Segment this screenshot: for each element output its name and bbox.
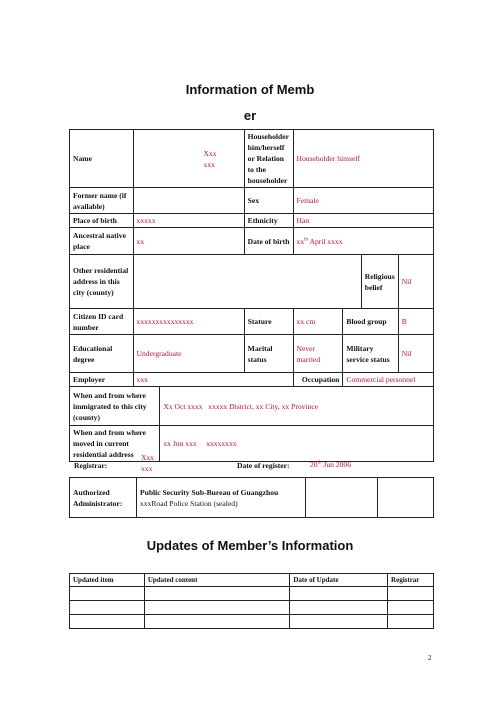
administrator-line2: xxxRoad Police Station (sealed) (139, 498, 238, 508)
table-cell (70, 615, 145, 629)
updates-table (69, 573, 434, 629)
register-date-value (310, 459, 351, 470)
page-number: 2 (428, 654, 432, 662)
sex-label: Sex (244, 188, 293, 214)
date-of-birth-value (293, 228, 433, 255)
blood-group-value: B (398, 309, 433, 335)
marital-status-value: Never married (293, 335, 343, 373)
administrator-empty-cell (378, 478, 434, 518)
table-cell (388, 615, 434, 629)
former-name-value (133, 188, 244, 214)
sex-value: Female (293, 188, 433, 214)
table-cell (144, 601, 290, 615)
employer-label: Employer (70, 373, 134, 387)
dob-day: xx (296, 236, 305, 246)
immigrated-date: Xx Oct xxxx (163, 401, 203, 411)
religious-belief-value: Nil (398, 255, 433, 309)
updates-header-item: Updated item (70, 574, 145, 587)
updates-header-content: Updated content (144, 574, 290, 587)
table-cell (70, 601, 145, 615)
immigrated-value (160, 387, 434, 426)
moved-in-date: xx Jun xxx (163, 439, 197, 448)
religious-belief-label: Religious belief (361, 255, 398, 309)
updates-header-registrar: Registrar (388, 574, 434, 587)
place-of-birth-value: xxxxx (133, 214, 244, 228)
relation-label: Householder him/herself or Relation to the householder (244, 130, 293, 188)
member-info-table (69, 129, 434, 462)
administrator-line1: Public Security Sub-Bureau of Guangzhou (139, 487, 279, 497)
education-label: Educational degree (70, 335, 134, 373)
military-status-value: Nil (398, 335, 433, 373)
administrator-table (69, 477, 434, 518)
ancestral-place-label: Ancestral native place (70, 228, 134, 255)
occupation-value: Commercial personnel (343, 373, 434, 387)
former-name-label: Former name (if available) (70, 188, 134, 214)
education-value: Undergraduate (133, 335, 244, 373)
citizen-id-value: xxxxxxxxxxxxxxx (133, 309, 244, 335)
updates-heading: Updates of Member’s Information (146, 538, 354, 553)
name-label: Name (70, 130, 134, 188)
moved-in-place: xxxxxxxx (206, 439, 237, 448)
place-of-birth-label: Place of birth (70, 214, 134, 228)
ethnicity-label: Ethnicity (244, 214, 293, 228)
administrator-value (136, 478, 305, 518)
register-date-rest: Jun 2006 (321, 460, 352, 469)
military-status-label: Military service status (343, 335, 398, 373)
table-cell (144, 615, 290, 629)
other-address-label: Other residential address in this city (county) (70, 255, 134, 309)
table-cell (70, 587, 145, 601)
register-date-day: 20 (310, 460, 318, 469)
page-title: Information of Memb (185, 82, 315, 97)
updates-header-date: Date of Update (290, 574, 388, 587)
table-cell (290, 601, 388, 615)
register-date-suffix: th (317, 460, 322, 466)
administrator-empty-cell (306, 478, 378, 518)
table-cell (388, 601, 434, 615)
name-value-line1: Xxx (203, 148, 217, 158)
table-row (70, 615, 434, 629)
table-cell (144, 587, 290, 601)
employer-value: xxx (133, 373, 293, 387)
table-row (70, 601, 434, 615)
stature-value: xx cm (293, 309, 343, 335)
table-cell (388, 587, 434, 601)
ancestral-place-value: xx (133, 228, 244, 255)
immigrated-label: When and from where immigrated to this city (county) (70, 387, 160, 426)
table-cell (290, 615, 388, 629)
other-address-value (133, 255, 361, 309)
page-title-continuation: er (243, 108, 257, 123)
dob-rest: April xxxx (308, 236, 343, 246)
table-row (70, 587, 434, 601)
marital-status-label: Marital status (244, 335, 293, 373)
date-of-birth-label: Date of birth (244, 228, 293, 255)
stature-label: Stature (244, 309, 293, 335)
registrar-label: Registrar: (74, 461, 108, 470)
moved-in-value (160, 426, 434, 462)
registrar-value (141, 452, 154, 474)
register-date-label: Date of register: (237, 461, 290, 470)
moved-in-label: When and from where moved in current residential address (70, 426, 160, 462)
table-cell (290, 587, 388, 601)
immigrated-place: xxxxx District, xx City, xx Province (208, 401, 319, 411)
dob-suffix: th (304, 236, 308, 242)
occupation-label: Occupation (293, 373, 343, 387)
registrar-value-line2: xxx (141, 464, 153, 473)
registrar-value-line1: Xxx (141, 453, 155, 462)
blood-group-label: Blood group (343, 309, 398, 335)
updates-header-row (70, 574, 434, 587)
relation-value: Householder himself (293, 130, 433, 188)
name-value (133, 130, 244, 188)
citizen-id-label: Citizen ID card number (70, 309, 134, 335)
name-value-line2: xxx (203, 159, 215, 169)
ethnicity-value: Han (293, 214, 433, 228)
administrator-label: Authorized Administrator: (70, 478, 137, 518)
